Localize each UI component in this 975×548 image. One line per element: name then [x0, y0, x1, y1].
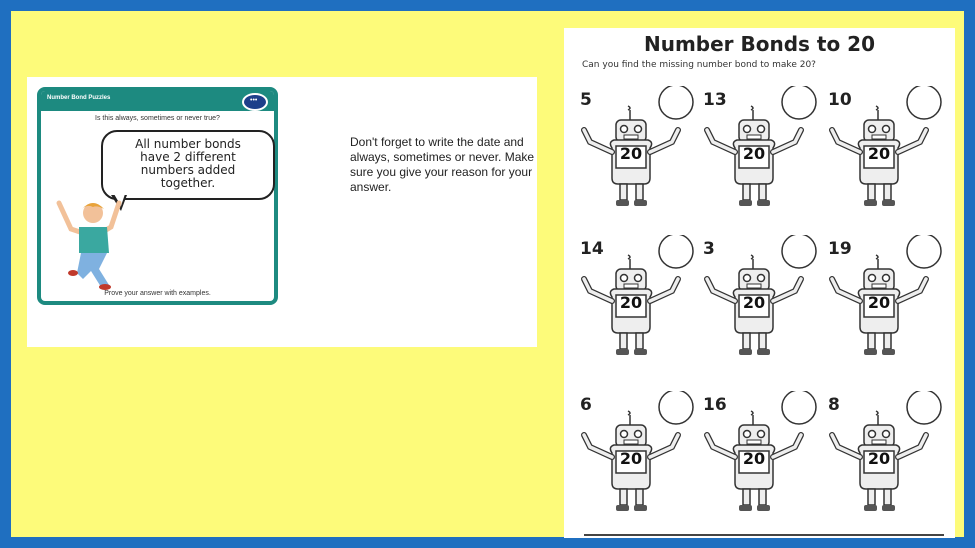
worksheet — [564, 28, 955, 538]
robot-item — [578, 235, 698, 365]
robot-number: 5 — [580, 90, 592, 110]
statement-line: have 2 different — [140, 150, 236, 164]
robot-total: 20 — [867, 293, 891, 312]
worksheet-footer-line — [584, 534, 944, 536]
robot-number: 13 — [703, 90, 727, 110]
instructions-text: Don't forget to write the date and always, sometimes or never. Make sure you give your reason for your answer. — [350, 135, 535, 194]
speech-bubble — [101, 130, 275, 200]
robot-total: 20 — [619, 449, 643, 468]
robot-number: 14 — [580, 239, 604, 259]
card-footer: Prove your answer with examples. — [104, 290, 211, 297]
card-question: Is this always, sometimes or never true? — [95, 115, 220, 122]
robot-number: 10 — [828, 90, 852, 110]
card-title: Number Bond Puzzles — [47, 95, 111, 101]
worksheet-title: Number Bonds to 20 — [643, 32, 876, 56]
statement-line: numbers added — [140, 163, 236, 177]
puzzle-card — [37, 87, 278, 305]
robot-total: 20 — [619, 144, 643, 163]
worksheet-subtitle: Can you find the missing number bond to make 20? — [582, 60, 816, 70]
slide-background — [11, 11, 964, 537]
robot-number: 8 — [828, 395, 840, 415]
boy-illustration-icon — [49, 199, 149, 291]
robot-total: 20 — [619, 293, 643, 312]
left-panel — [27, 77, 537, 347]
robot-total: 20 — [742, 293, 766, 312]
robot-item — [701, 235, 821, 365]
robot-item — [578, 86, 698, 216]
robot-total: 20 — [867, 449, 891, 468]
robot-total: 20 — [742, 144, 766, 163]
robot-item — [701, 391, 821, 521]
robot-item — [826, 391, 946, 521]
robot-item — [826, 235, 946, 365]
robot-item — [701, 86, 821, 216]
robot-number: 6 — [580, 395, 592, 415]
logo-icon — [242, 93, 268, 111]
robot-number: 16 — [703, 395, 727, 415]
card-header — [41, 91, 274, 111]
robot-item — [578, 391, 698, 521]
robot-number: 3 — [703, 239, 715, 259]
statement-line: together. — [160, 176, 216, 190]
robot-number: 19 — [828, 239, 852, 259]
statement-line: All number bonds — [135, 137, 241, 151]
robot-item — [826, 86, 946, 216]
robot-total: 20 — [742, 449, 766, 468]
robot-total: 20 — [867, 144, 891, 163]
